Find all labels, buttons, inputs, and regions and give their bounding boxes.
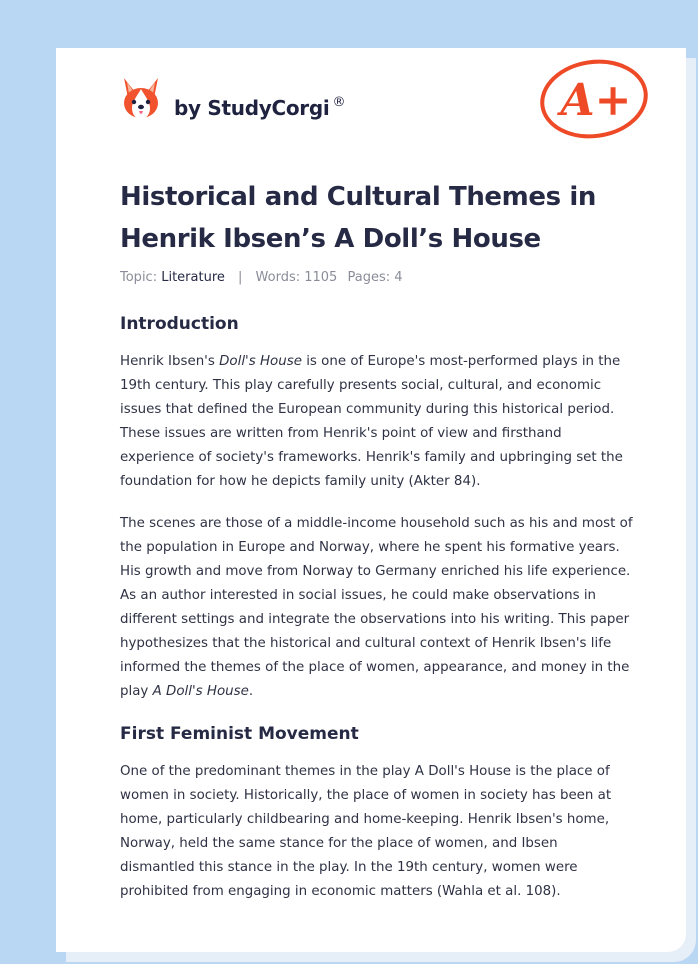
document-meta	[120, 270, 403, 285]
article-body	[120, 310, 636, 904]
grade-a-plus-icon	[538, 58, 650, 140]
meta-separator: |	[238, 270, 243, 285]
registered-mark: ®	[332, 95, 346, 110]
grade-text: A+	[560, 75, 632, 126]
brand-name: by StudyCorgi ®	[174, 95, 346, 120]
topic-link[interactable]: Literature	[161, 270, 225, 285]
page-count: Pages: 4	[347, 270, 403, 285]
document-page	[56, 48, 686, 952]
paragraph: Henrik Ibsen's Doll's House is one of Europe's most-performed plays in the 19th century. This play carefully presents social, cultural, and economic issues that defined the European community during this historical period. These issues are written from Henrik's point of view and firsthand experience of society's frameworks. Henrik's family and upbringing set the foundation for how he depicts family unity (Akter 84).	[120, 354, 623, 489]
paragraph: The scenes are those of a middle-income household such as his and most of the population in Europe and Norway, where he spent his formative years. His growth and move from Norway to Germany enriched his life experience. As an author interested in social issues, he could make observations in different settings and integrate the observations into his writing. This paper hypothesizes that the historical and cultural context of Henrik Ibsen's life informed the themes of the place of women, appearance, and money in the play A Doll's House.	[120, 516, 633, 699]
section-heading-first-feminist-movement: First Feminist Movement	[120, 724, 359, 744]
section-heading-introduction: Introduction	[120, 314, 239, 334]
topic-label: Topic:	[120, 270, 158, 285]
word-count: Words: 1105	[255, 270, 338, 285]
corgi-icon	[120, 76, 162, 122]
page-title: Historical and Cultural Themes in Henrik Ibsen’s A Doll’s House	[120, 182, 596, 254]
paragraph: One of the predominant themes in the play A Doll's House is the place of women in society. Historically, the place of women in society has been at home, particularly childbearing and home-keeping. Henrik Ibsen's home, Norway, held the same stance for the place of women, and Ibsen dismantled this stance in the play. In the 19th century, women were prohibited from engaging in economic matters (Wahla et al. 108).	[120, 764, 612, 899]
